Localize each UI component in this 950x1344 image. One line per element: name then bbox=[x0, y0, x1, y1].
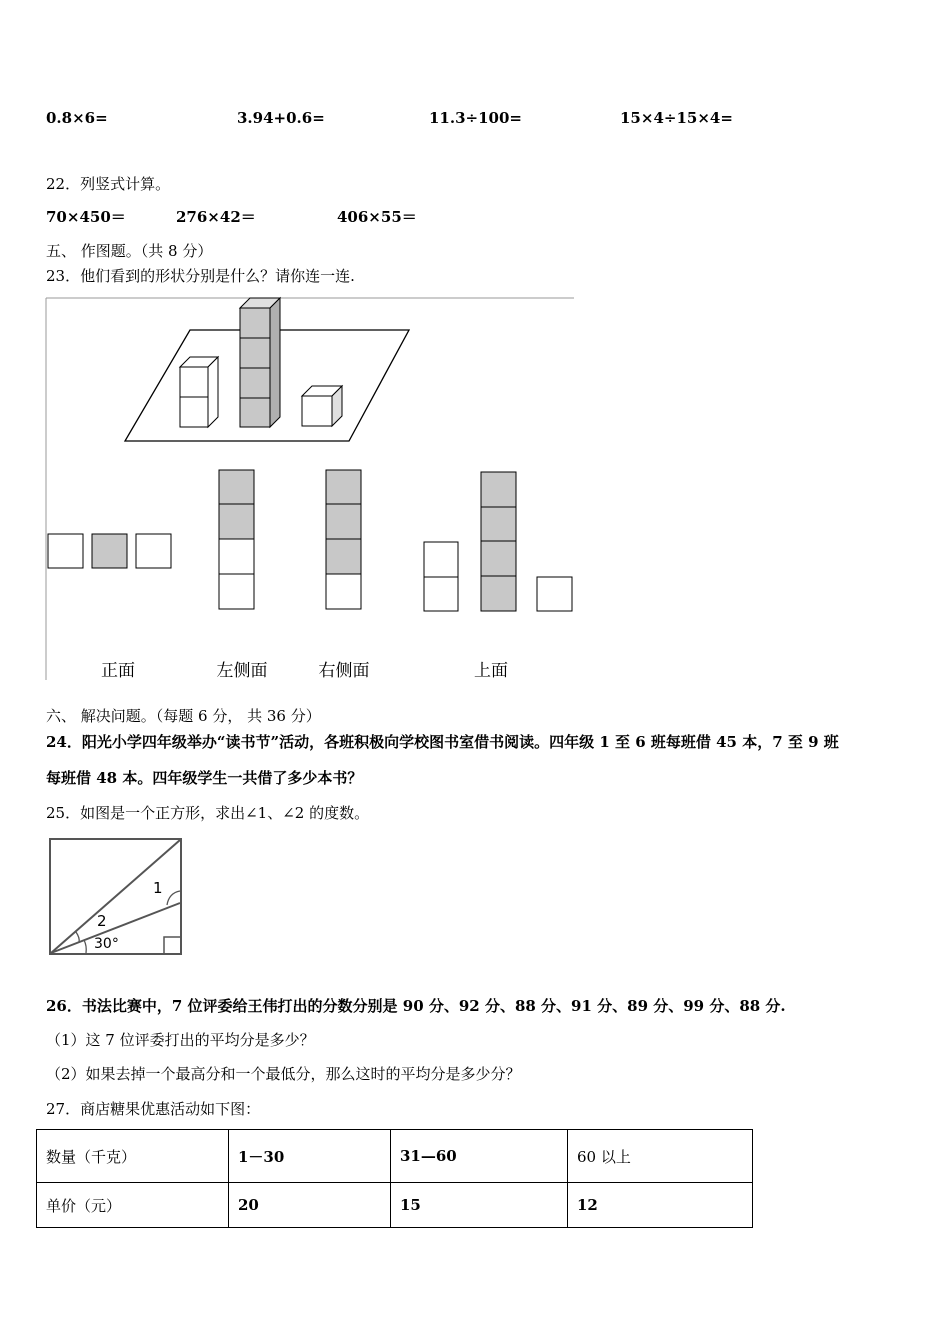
q25-square-figure bbox=[46, 836, 186, 958]
price-table bbox=[36, 1129, 753, 1228]
table-cell: 20 bbox=[229, 1183, 391, 1228]
q26-sub-2: （2）如果去掉一个最高分和一个最低分，那么这时的平均分是多少分？ bbox=[46, 1065, 521, 1083]
label-right-side: 右侧面 bbox=[318, 661, 370, 681]
table-cell: 12 bbox=[568, 1183, 753, 1228]
cube-single-right bbox=[302, 386, 342, 426]
view-shape-3 bbox=[326, 470, 361, 609]
table-cell: 数量（千克） bbox=[37, 1130, 229, 1183]
q23-figure bbox=[44, 296, 576, 682]
q21-item-2: 3.94+0.6= bbox=[237, 109, 325, 127]
angle-30-label: 30° bbox=[94, 936, 119, 952]
table-cell: 60 以上 bbox=[568, 1130, 753, 1183]
cube-stack-left bbox=[180, 357, 218, 427]
q22-prompt: 22．列竖式计算。 bbox=[46, 175, 171, 193]
q21-item-3: 11.3÷100= bbox=[429, 109, 522, 127]
q22-item-3: 406×55＝ bbox=[337, 208, 417, 226]
table-cell: 31—60 bbox=[391, 1130, 568, 1183]
label-left-side: 左侧面 bbox=[216, 661, 268, 681]
section6-title: 六、 解决问题。（每题 6 分， 共 36 分） bbox=[46, 707, 321, 725]
q25-prompt: 25．如图是一个正方形，求出∠1、∠2 的度数。 bbox=[46, 804, 370, 822]
view-shape-2 bbox=[219, 470, 254, 609]
table-cell: 单价（元） bbox=[37, 1183, 229, 1228]
q26-prompt: 26．书法比赛中，7 位评委给王伟打出的分数分别是 90 分、92 分、88 分、91 分、89 分、99 分、88 分. bbox=[46, 997, 786, 1015]
angle-2-label: 2 bbox=[97, 912, 107, 930]
q24-line-1: 24．阳光小学四年级举办“读书节”活动，各班积极向学校图书室借书阅读。四年级 1 至 6 班每班借 45 本，7 至 9 班 bbox=[46, 733, 839, 751]
cube-stack-middle bbox=[240, 298, 280, 427]
q23-prompt: 23．他们看到的形状分别是什么？请你连一连. bbox=[46, 267, 355, 285]
angle-1-label: 1 bbox=[153, 879, 163, 897]
q24-line-2: 每班借 48 本。四年级学生一共借了多少本书？ bbox=[46, 769, 363, 787]
q22-item-2: 276×42＝ bbox=[176, 208, 256, 226]
view-shape-4 bbox=[424, 472, 572, 611]
label-front: 正面 bbox=[101, 661, 135, 681]
table-row bbox=[37, 1183, 753, 1228]
q21-item-1: 0.8×6= bbox=[46, 109, 108, 127]
q21-item-4: 15×4÷15×4= bbox=[620, 109, 733, 127]
section5-title: 五、 作图题。（共 8 分） bbox=[46, 242, 213, 260]
q22-item-1: 70×450＝ bbox=[46, 208, 126, 226]
table-row bbox=[37, 1130, 753, 1183]
view-shape-1 bbox=[48, 534, 171, 568]
table-cell: 1－30 bbox=[229, 1130, 391, 1183]
q26-sub-1: （1）这 7 位评委打出的平均分是多少？ bbox=[46, 1031, 315, 1049]
label-top: 上面 bbox=[474, 661, 508, 681]
table-cell: 15 bbox=[391, 1183, 568, 1228]
q27-prompt: 27．商店糖果优惠活动如下图： bbox=[46, 1100, 261, 1118]
